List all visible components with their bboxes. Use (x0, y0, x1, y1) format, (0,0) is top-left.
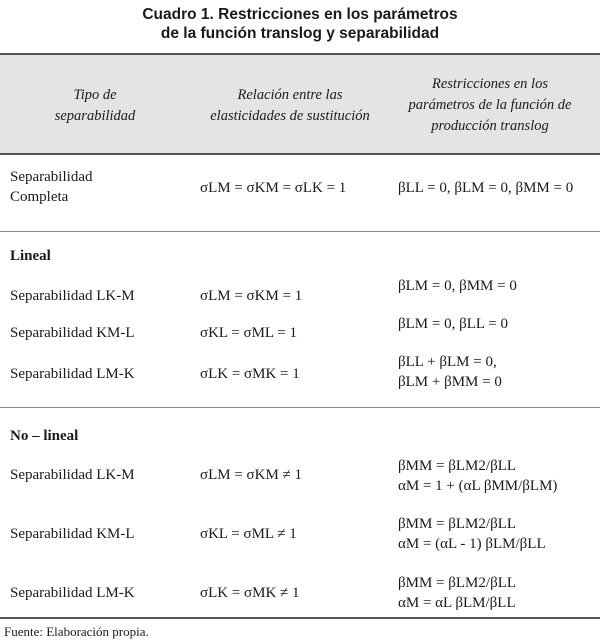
row-relation-lineal-lkm: σLM = σKM = 1 (200, 288, 303, 304)
row-label-lineal-lmk: Separabilidad LM-K (10, 366, 135, 382)
row-relation-completa: σLM = σKM = σLK = 1 (200, 180, 347, 196)
row-relation-nolineal-lmk: σLK = σMK ≠ 1 (200, 585, 300, 601)
row-label-nolineal-kml: Separabilidad KM-L (10, 526, 135, 542)
row-restriction-nolineal-lmk: βMM = βLM2/βLL αM = αL βLM/βLL (398, 575, 517, 611)
header-col-type: Tipo de separabilidad (54, 87, 136, 124)
header-col-relation: Relación entre las elasticidades de sustitución (210, 87, 370, 124)
header-col-restriction: Restricciones en los parámetros de la función de producción translog (408, 76, 572, 134)
section-rule-1 (0, 231, 600, 232)
row-relation-lineal-lmk: σLK = σMK = 1 (200, 366, 300, 382)
table-title-line2: de la función translog y separabilidad (160, 25, 440, 42)
row-relation-lineal-kml: σKL = σML = 1 (200, 325, 297, 341)
section-heading-nolineal: No – lineal (10, 428, 79, 444)
row-label-nolineal-lkm: Separabilidad LK-M (10, 467, 135, 483)
row-restriction-lineal-kml: βLM = 0, βLL = 0 (398, 316, 508, 332)
bottom-rule (0, 617, 600, 619)
section-heading-lineal: Lineal (10, 248, 51, 264)
row-label-nolineal-lmk: Separabilidad LM-K (10, 585, 135, 601)
row-label-lineal-lkm: Separabilidad LK-M (10, 288, 135, 304)
row-restriction-lineal-lkm: βLM = 0, βMM = 0 (398, 278, 517, 294)
row-restriction-nolineal-kml: βMM = βLM2/βLL αM = (αL - 1) βLM/βLL (398, 516, 546, 552)
header-bottom-rule (0, 153, 600, 155)
table-title-line1: Cuadro 1. Restricciones en los parámetros (142, 6, 458, 23)
row-relation-nolineal-kml: σKL = σML ≠ 1 (200, 526, 297, 542)
row-restriction-nolineal-lkm: βMM = βLM2/βLL αM = 1 + (αL βMM/βLM) (398, 458, 558, 494)
section-rule-2 (0, 407, 600, 408)
row-relation-nolineal-lkm: σLM = σKM ≠ 1 (200, 467, 303, 483)
row-label-lineal-kml: Separabilidad KM-L (10, 325, 135, 341)
row-label-completa: Separabilidad Completa (10, 169, 93, 205)
row-restriction-lineal-lmk: βLL + βLM = 0, βLM + βMM = 0 (398, 354, 502, 390)
row-restriction-completa: βLL = 0, βLM = 0, βMM = 0 (398, 180, 574, 196)
source-note: Fuente: Elaboración propia. (4, 624, 149, 639)
